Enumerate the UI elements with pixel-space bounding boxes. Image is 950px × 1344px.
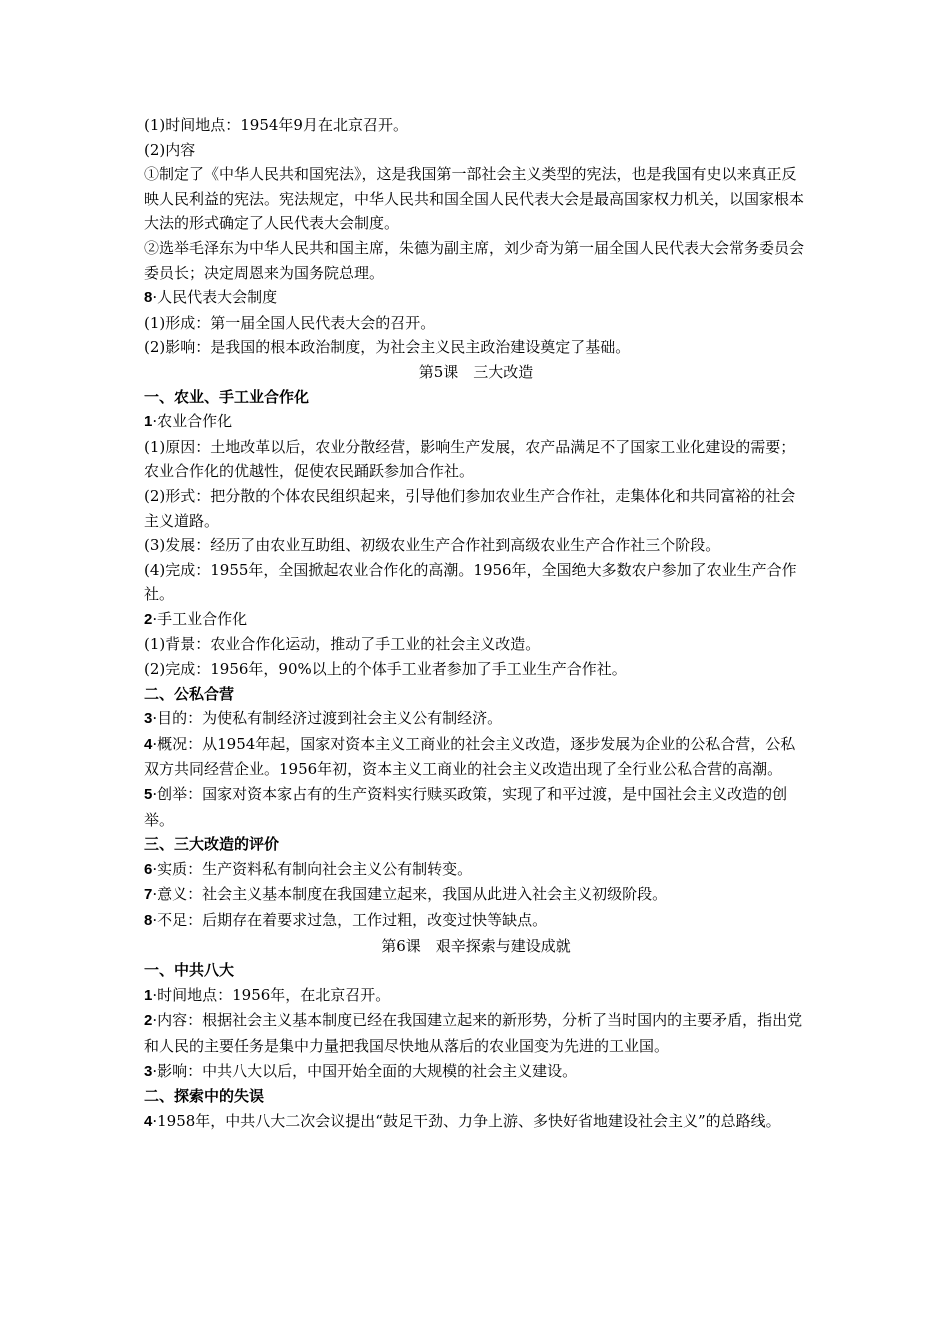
lesson-5-point-5 [144,782,808,832]
point-8-impact: (2)影响：是我国的根本政治制度，为社会主义民主政治建设奠定了基础。 [144,338,631,357]
congress-content-label: (2)内容 [144,140,196,159]
lesson-5-point-1-reason: (1)原因：土地改革以后，农业分散经营，影响生产发展，农产品满足不了国家工业化建设的需要；农业合作化的优越性，促使农民踊跃参加合作社。 [144,437,796,481]
lesson-5-section-3-heading: 三、三大改造的评价 [144,835,280,854]
document-page [144,113,808,1134]
point-number: 1 [144,413,153,431]
lesson-5-point-2-completion: (2)完成：1956年，90%以上的个体手工业者参加了手工业生产合作社。 [144,660,627,679]
point-number: 8 [144,912,153,929]
lesson-5-point-1 [144,409,808,435]
point-text: ·创举：国家对资本家占有的生产资料实行赎买政策，实现了和平过渡，是中国社会主义改造的创举。 [144,785,788,829]
lesson-5-point-8 [144,908,808,934]
point-number: 4 [144,1112,153,1130]
lesson-6-point-3 [144,1059,808,1085]
lesson-5-point-3 [144,706,808,732]
lesson-5-point-7 [144,882,808,908]
point-number: 6 [144,860,153,878]
congress-content-elections: ②选举毛泽东为中华人民共和国主席，朱德为副主席，刘少奇为第一届全国人民代表大会常务委员会委员长；决定周恩来为国务院总理。 [144,238,805,282]
point-number: 3 [144,1062,153,1080]
lesson-5-point-1-development: (3)发展：经历了由农业互助组、初级农业生产合作社到高级农业生产合作社三个阶段。 [144,536,721,555]
point-number: 8 [144,289,153,307]
lesson-5-title: 第5课 三大改造 [418,362,534,381]
lesson-5-point-6 [144,857,808,883]
point-text: ·意义：社会主义基本制度在我国建立起来，我国从此进入社会主义初级阶段。 [152,885,668,904]
point-text: ·内容：根据社会主义基本制度已经在我国建立起来的新形势，分析了当时国内的主要矛盾，指出党和人民的主要任务是集中力量把我国尽快地从落后的农业国变为先进的工业国。 [144,1011,803,1055]
lesson-5-section-1-heading: 一、农业、手工业合作化 [144,387,310,406]
lesson-6-title: 第6课 艰辛探索与建设成就 [381,936,571,955]
lesson-5-point-1-completion: (4)完成：1955年，全国掀起农业合作化的高潮。1956年，全国绝大多数农户参加了农业生产合作社。 [144,560,797,604]
congress-time-place: (1)时间地点：1954年9月在北京召开。 [144,116,408,134]
point-text: ·农业合作化 [152,412,233,431]
point-number: 2 [144,1012,153,1030]
point-text: ·人民代表大会制度 [152,288,278,307]
point-text: ·不足：后期存在着要求过急，工作过粗，改变过快等缺点。 [152,911,548,929]
lesson-5-section-2-heading: 二、公私合营 [144,684,235,703]
lesson-6-point-1 [144,983,808,1009]
point-number: 5 [144,786,153,804]
point-text: ·实质：生产资料私有制向社会主义公有制转变。 [152,859,473,878]
point-text: ·时间地点：1956年，在北京召开。 [152,985,391,1004]
point-text: ·概况：从1954年起，国家对资本主义工商业的社会主义改造，逐步发展为企业的公私合营，公私双方共同经营企业。1956年初，资本主义工商业的社会主义改造出现了全行业公私合营的高潮。 [144,734,796,779]
point-number: 1 [144,986,153,1004]
point-text: ·手工业合作化 [152,609,248,628]
lesson-5-point-2-background: (1)背景：农业合作化运动，推动了手工业的社会主义改造。 [144,635,541,654]
point-text: ·影响：中共八大以后，中国开始全面的大规模的社会主义建设。 [152,1061,578,1080]
lesson-5-point-1-form: (2)形式：把分散的个体农民组织起来，引导他们参加农业生产合作社，走集体化和共同富裕的社会主义道路。 [144,486,796,530]
lesson-6-section-1-heading: 一、中共八大 [144,961,235,980]
congress-content-constitution: ①制定了《中华人民共和国宪法》，这是我国第一部社会主义类型的宪法，也是我国有史以来真正反映人民利益的宪法。宪法规定，中华人民共和国全国人民代表大会是最高国家权力机关，以国家根本大法的形式确定了人民代表大会制度。 [144,165,805,233]
point-text: ·1958年，中共八大二次会议提出“鼓足干劲、力争上游、多快好省地建设社会主义”的总路线。 [152,1111,781,1130]
point-8-heading [144,285,808,311]
lesson-5-point-2 [144,607,808,633]
point-text: ·目的：为使私有制经济过渡到社会主义公有制经济。 [152,709,503,728]
lesson-5-point-4 [144,732,808,782]
lesson-6-point-2 [144,1008,808,1058]
lesson-6-point-4 [144,1109,808,1135]
lesson-6-section-2-heading: 二、探索中的失误 [144,1087,265,1106]
point-number: 7 [144,886,153,904]
point-number: 2 [144,610,153,628]
point-number: 4 [144,735,153,753]
point-number: 3 [144,710,153,728]
point-8-formation: (1)形成：第一届全国人民代表大会的召开。 [144,313,436,332]
